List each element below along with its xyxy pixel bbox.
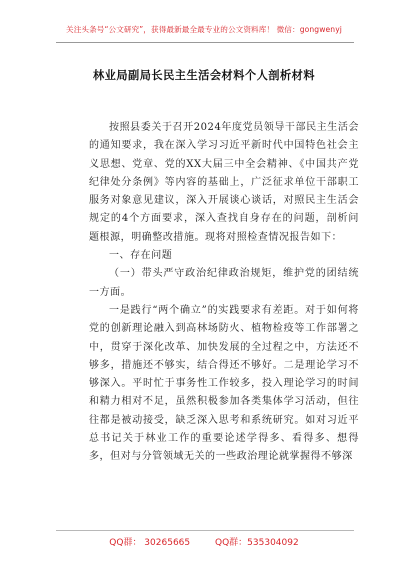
document-body (89, 119, 359, 467)
footer-qq-group-1: QQ群： 30265665 (109, 538, 191, 548)
footer-qq-group-2: QQ群：535304092 (215, 538, 299, 548)
intro-paragraph: 按照县委关于召开2024年度党员领导干部民主生活会的通知要求，我在深入学习习近平新时代中国特色社会主义思想、党章、党的XX大届三中全会精神、《中国共产党纪律处分条例》等内容的基础上，广泛征求单位干部职工服务对象意见建议，深入开展谈心谈话，对照民主生活会规定的4个方面要求，深入查找自身存在的问题，剖析问题根源，明确整改措施。现将对照检查情况报告如下： (89, 122, 359, 243)
header-divider (56, 42, 354, 43)
document-title: 林业局副局长民主生活会材料个人剖析材料 (92, 68, 316, 82)
body-paragraph: 一是践行“两个确立”的实践要求有差距。对于如何将党的创新理论融入到高林场防火、植物检疫等工作部署之中，贯穿于深化改革、加快发展的全过程之中，方法还不够多，措施还不够实，结合得还不够好。二是理论学习不够深入。平时忙于事务性工作较多，投入理论学习的时间和精力相对不足，虽然积极参加各类集体学习活动，但往往都是被动接受，缺乏深入思考和系统研究。如对习近平总书记关于林业工作的重要论述学得多、看得多、想得多，但对与分管领域无关的一些政治理论就掌握得不够深 (89, 304, 359, 463)
subsection-heading: （一）带头严守政治纪律政治规矩，维护党的团结统一方面。 (89, 268, 359, 298)
header-banner: 关注头条号“公文研究”，获得最新最全最专业的公文资料库！ 微信：gongwenyj (66, 25, 342, 34)
footer-divider (56, 530, 354, 531)
section-heading: 一、存在问题 (109, 250, 173, 262)
footer (0, 535, 408, 548)
